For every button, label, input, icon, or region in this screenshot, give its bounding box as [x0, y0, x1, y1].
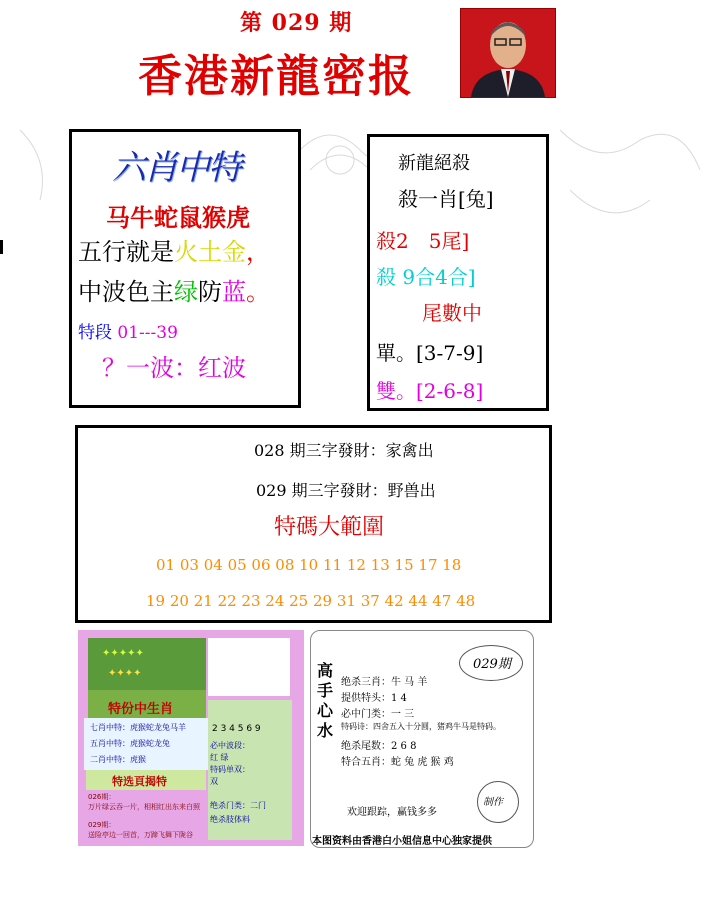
numbers-row-1: 01 03 04 05 06 08 10 11 12 13 15 17 18: [156, 556, 462, 574]
issue-badge: 029期: [473, 657, 511, 672]
side-line-5: 绝杀门类：二门: [210, 801, 266, 810]
tip-poem: 特码诗：四舍五入十分圆，猪鸡牛马是特码。: [341, 722, 501, 731]
tip-must-door: 必中门类：一 三: [341, 709, 415, 720]
row-two: 二肖中特：虎猴: [90, 755, 146, 764]
wuxing-prefix: 五行就是: [78, 238, 174, 266]
side-line-2: 红 绿: [210, 753, 229, 762]
line-029: 029 期三字發財：野兽出: [256, 481, 436, 500]
tip-five-zodiac: 特合五肖：蛇 兔 虎 猴 鸡: [341, 757, 454, 768]
svg-text:✦✦✦✦✦: ✦✦✦✦✦: [102, 648, 144, 659]
kill-tail: 殺2 5尾]: [376, 229, 470, 253]
tail-title: 尾數中: [422, 301, 482, 325]
six-zodiac-box: [69, 129, 301, 408]
zodiac-list: 马牛蛇鼠猴虎: [106, 203, 250, 232]
side-line-4: 双: [210, 777, 218, 786]
row-seven: 七肖中特：虎猴蛇龙兔马羊: [90, 723, 186, 732]
side-line-6: 绝杀肢体料: [210, 815, 250, 824]
label-pick: 特选頁揭特: [112, 775, 167, 788]
bose-prefix: 中波色主: [78, 278, 174, 306]
bose-green: 绿: [174, 278, 198, 306]
bose-line: [78, 272, 270, 307]
bose-suffix: 。: [246, 278, 270, 306]
wuxing-highlight: 火土金: [174, 238, 246, 266]
bose-mid: 防: [198, 278, 222, 306]
single-tails: 單。[3-7-9]: [376, 341, 484, 365]
panel-footer: 本图资料由香港白小姐信息中心独家提供: [312, 836, 492, 847]
double-tails: 雙。[2-6-8]: [376, 379, 484, 403]
expert-tips-panel: [310, 630, 534, 848]
numbers-row-2: 19 20 21 22 23 24 25 29 31 37 42 44 47 48: [146, 592, 476, 610]
note-029: 029期：: [88, 821, 116, 829]
line-028: 028 期三字發財：家禽出: [254, 441, 434, 460]
kill-box: [367, 134, 549, 411]
kill-he: 殺 9合4合]: [376, 265, 476, 289]
row-five: 五肖中特：虎猴蛇龙兔: [90, 739, 170, 748]
tip-kill-three: 绝杀三肖：牛 马 羊: [341, 677, 428, 688]
kill-title: 新龍絕殺: [398, 153, 470, 174]
tip-special-head: 提供特头：1 4: [341, 693, 407, 704]
range-title: 特碼大範圍: [274, 515, 385, 540]
note-026-text: 万片绿云吞一片，相相红出东来白照: [88, 803, 200, 811]
zodiac-image-panel: [78, 630, 304, 846]
tip-kill-tail: 绝杀尾数：2 6 8: [341, 741, 417, 752]
range-box: [75, 425, 552, 623]
svg-text:✦✦✦✦: ✦✦✦✦: [108, 668, 142, 679]
welcome-text: 欢迎跟踪，赢钱多多: [347, 807, 437, 818]
expert-side-title: 高手心水: [317, 661, 334, 740]
bose-blue: 蓝: [222, 278, 246, 306]
wuxing-line: [78, 232, 270, 267]
range-label: 特段: [78, 323, 112, 343]
edge-mark: [0, 240, 3, 254]
issue-number: 第 029 期: [240, 10, 353, 36]
wave-line: ？一波：红波: [102, 354, 246, 382]
note-029-text: 送险亭边一回首，万蹄飞舞下陇谷: [88, 831, 193, 839]
side-line-1: 必中波段：: [210, 741, 250, 750]
stamp-text: 制作: [483, 797, 503, 808]
side-numbers: 2 3 4 5 6 9: [212, 724, 261, 734]
six-zodiac-heading: 六肖中特: [112, 148, 240, 188]
range-line: [78, 318, 178, 343]
side-line-3: 特码单双：: [210, 765, 250, 774]
page-title: 香港新龍密报: [138, 51, 414, 102]
portrait-photo: [460, 8, 556, 98]
wuxing-suffix: ，: [246, 238, 270, 266]
kill-zodiac: 殺一肖[兔]: [398, 187, 494, 211]
blank-patch: [208, 638, 290, 696]
label-special-zodiac: 特份中生肖: [108, 702, 174, 717]
banner-graphic: [88, 638, 206, 690]
note-026: 026期：: [88, 793, 116, 801]
range-value: 01---39: [117, 323, 178, 343]
